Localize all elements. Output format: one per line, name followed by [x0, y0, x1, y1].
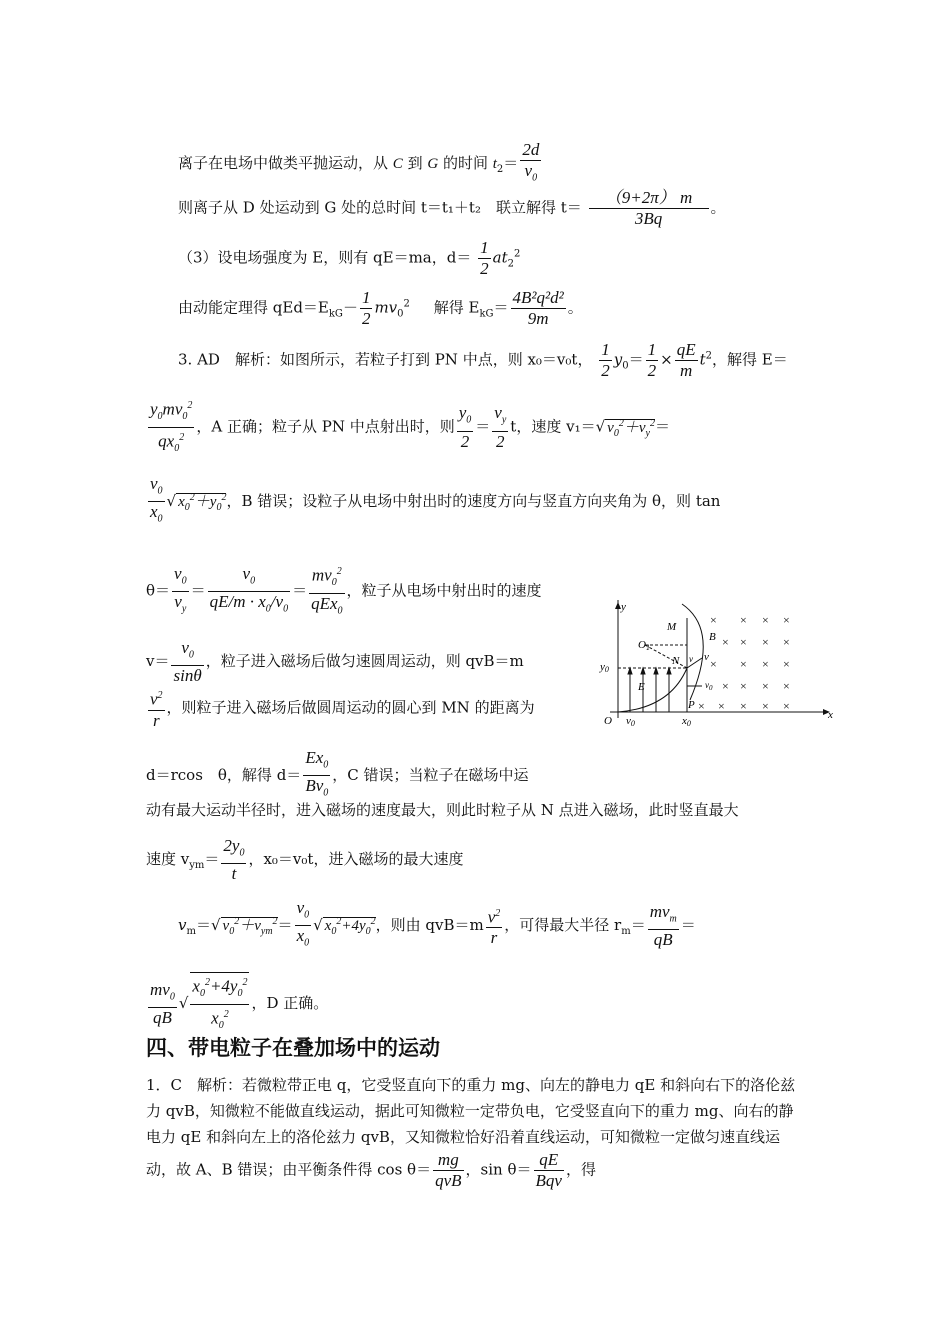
text-line-15: $\frac{mv_0}{qB}$ √ $\frac{x_0^2+4y_0^2}{x_0^2}$ ，D 正确。: [146, 972, 328, 1036]
svg-text:×: ×: [698, 699, 705, 713]
svg-text:O1: O1: [638, 639, 650, 652]
text: ，A 正确；粒子从 PN 中点射出时，则: [196, 417, 455, 436]
svg-text:×: ×: [740, 657, 747, 671]
text: ，B 错误；设粒子从电场中射出时的速度方向与竖直方向夹角为 θ，则 tan: [226, 491, 721, 510]
text-line-7: $\frac{v_0}{x_0}$ √ $x_0^2+y_0^2$，B 错误；设粒子从电场中射出时的速度方向与竖直方向夹角为 θ，则 tan: [146, 474, 720, 530]
magnetic-field-crosses: [698, 613, 790, 713]
text: ，则粒子进入磁场后做圆周运动的圆心到 MN 的距离为: [166, 698, 535, 717]
text: （3）设电场强度为 E，则有 qE＝ma，d＝: [178, 248, 472, 267]
text-line-4: 由动能定理得 $qEd=E_{kG}-$ $\frac{1}{2}$ $mv_0^2$ 解得 $E_{kG}=$ $\frac{\text{4B²q²d²}}{9m}$ 。: [178, 288, 583, 328]
svg-text:×: ×: [762, 613, 769, 627]
text-line-1: 离子在电场中做类平抛运动，从 C 到 G 的时间 $t_2=$ $\frac{2d}{v_0}$: [178, 140, 543, 188]
text: ，粒子进入磁场后做匀速圆周运动，则 qvB＝m: [205, 652, 524, 671]
svg-text:y0: y0: [600, 661, 609, 674]
text: ，得: [565, 1160, 596, 1179]
svg-text:×: ×: [783, 679, 790, 693]
text-line-8: θ＝ $\frac{v_0}{v_y}$ ＝ $\frac{v_0}{qE/m \cdot x_0/v_0}$ ＝ $\frac{mv_0^2}{qEx_0}$ ，粒子从电场中射出时的速度: [146, 562, 542, 621]
text: ，x₀＝v₀t，进入磁场的最大速度: [248, 850, 464, 869]
svg-text:P: P: [688, 699, 695, 711]
text: ，C 错误；当粒子在磁场中运: [332, 765, 529, 784]
svg-text:y: y: [621, 601, 626, 613]
text: ，可得最大半径 r: [504, 915, 622, 934]
text-line-13: 速度 $v_{ym}=$ $\frac{2y_0}{t}$ ，x₀＝v₀t，进入磁场的最大速度: [146, 836, 464, 884]
svg-text:×: ×: [783, 635, 790, 649]
text: ，D 正确。: [251, 994, 329, 1013]
text-line-9: v＝ $\frac{v_0}{\sin\theta}$ ，粒子进入磁场后做匀速圆周运动，则 qvB＝m: [146, 638, 524, 686]
svg-text:×: ×: [740, 699, 747, 713]
svg-text:×: ×: [762, 679, 769, 693]
frac-num: （9+2π） m: [604, 188, 693, 207]
svg-text:x: x: [828, 709, 833, 721]
text-line-5: 3. AD 解析：如图所示，若粒子打到 PN 中点，则 x₀＝v₀t， $\frac{1}{2}$ $y_0=$ $\frac{1}{2}$ × $\frac{qE}{m}$ $t^2$，解得 E＝: [178, 340, 788, 380]
frac-den: 9m: [511, 308, 566, 329]
svg-text:×: ×: [762, 657, 769, 671]
text: t，速度 v₁＝: [510, 417, 596, 436]
svg-text:×: ×: [783, 613, 790, 627]
text: 离子在电场中做类平抛运动，从: [178, 154, 389, 173]
svg-text:O: O: [604, 715, 612, 727]
text: 1．C 解析：若微粒带正电 q，它受竖直向下的重力 mg、向左的静电力 qE 和斜向右下的洛伦兹力 qvB，知微粒不能做直线运动，据此可知微粒一定带负电，它受竖直向下的重力 mg、向右的静电力 qE 和斜向左上的洛伦兹力 qvB，又知微粒恰好沿着直线运动，可知微粒一定做匀速直线运动，故 A、B 错误；由平衡条件得 cos θ＝: [146, 1076, 796, 1179]
svg-text:×: ×: [740, 635, 747, 649]
svg-text:×: ×: [762, 699, 769, 713]
svg-text:×: ×: [710, 613, 717, 627]
frac-den: 3Bq: [589, 208, 709, 229]
svg-text:v: v: [704, 651, 709, 663]
text: 解得 E: [433, 298, 480, 317]
svg-text:×: ×: [740, 679, 747, 693]
svg-text:N: N: [672, 655, 680, 667]
text: 3. AD 解析：如图所示，若粒子打到 PN 中点，则 x₀＝v₀t，: [178, 350, 593, 369]
svg-text:×: ×: [718, 699, 725, 713]
text: 速度 v: [146, 850, 190, 869]
svg-text:×: ×: [722, 679, 729, 693]
svg-text:v0: $v_0$: [705, 680, 713, 692]
text-line-12: [146, 800, 739, 820]
frac-num: 4B²q²d²: [512, 288, 564, 307]
text-line-2: 则离子从 D 处运动到 G 处的总时间 t＝t₁＋t₂ 联立解得 t＝ $\frac{(9+2\pi) m}{3Bq}$ 。: [178, 188, 726, 228]
svg-text:E: E: [638, 681, 645, 693]
text-line-14: $v_m=√$ $v_0^2+v_{ym}^2=$ $\frac{v_0}{x_0}$ √ $x_0^2+4y_0^2$，则由 qvB＝m $\frac{v^2}{r}$ ，可得最大半径 $r_m=$ $\frac{mv_m}{qB}$ ＝: [178, 898, 696, 954]
svg-text:x0: x0: [682, 715, 691, 728]
text: ，粒子从电场中射出时的速度: [346, 581, 542, 600]
text-line-10: $\frac{v^2}{r}$ ，则粒子进入磁场后做圆周运动的圆心到 MN 的距离为: [150, 689, 535, 730]
svg-text:×: ×: [762, 635, 769, 649]
svg-text:×: ×: [783, 699, 790, 713]
text: ，则由 qvB＝m: [375, 915, 484, 934]
paragraph: 1．C 解析：若微粒带正电 q，它受竖直向下的重力 mg、向左的静电力 qE 和斜向右下的洛伦兹力 qvB，知微粒不能做直线运动，据此可知微粒一定带负电，它受竖直向下的重力 mg、向右的静电力 qE 和斜向左上的洛伦兹力 qvB，又知微粒恰好沿着直线运动，可知微粒一定做匀速直线运动，故 A、B 错误；由平衡条件得 cos θ＝ $\frac{mg}{\text{qvB}}$ ，sin θ＝ $\frac{qE}{\text{Bqv}}$ ，得: [146, 1076, 796, 1190]
text: θ＝: [146, 581, 171, 600]
svg-text:×: ×: [710, 657, 717, 671]
svg-text:M: M: [667, 621, 677, 633]
svg-text:×: ×: [722, 635, 729, 649]
physics-diagram: [590, 600, 840, 735]
svg-text:B: B: [709, 631, 716, 643]
svg-text:v0: v0: [626, 715, 635, 728]
text: 动有最大运动半径时，进入磁场的速度最大，则此时粒子从 N 点进入磁场，此时竖直最大: [146, 801, 739, 819]
text-line-6: $\frac{y_0mv_0^2}{qx_0^2}$ ，A 正确；粒子从 PN 中点射出时，则 $\frac{y_0}{2}$ ＝ $\frac{v_y}{2}$ t，速度 v₁＝√ $v_0^2+v_y^2=$: [146, 396, 670, 459]
text: 则离子从 D 处运动到 G 处的总时间 t＝t₁＋t₂ 联立解得 t＝: [178, 198, 582, 217]
section-heading: 四、带电粒子在叠加场中的运动: [146, 1036, 440, 1060]
text: ，sin θ＝: [465, 1160, 532, 1179]
text-line-11: d＝rcos θ，解得 d＝ $\frac{Ex_0}{Bv_0}$ ，C 错误；当粒子在磁场中运: [146, 748, 529, 804]
text: 由动能定理得 qEd＝E: [178, 298, 329, 317]
svg-text:v: v: [689, 654, 693, 664]
svg-text:×: ×: [783, 657, 790, 671]
svg-text:×: ×: [740, 613, 747, 627]
text-line-3: （3）设电场强度为 E，则有 qE＝ma，d＝ $\frac{1}{2}$ $at_2^2$: [178, 238, 521, 278]
text: v＝: [146, 652, 170, 671]
text: d＝rcos θ，解得 d＝: [146, 765, 302, 784]
text: ，解得 E＝: [711, 350, 788, 369]
